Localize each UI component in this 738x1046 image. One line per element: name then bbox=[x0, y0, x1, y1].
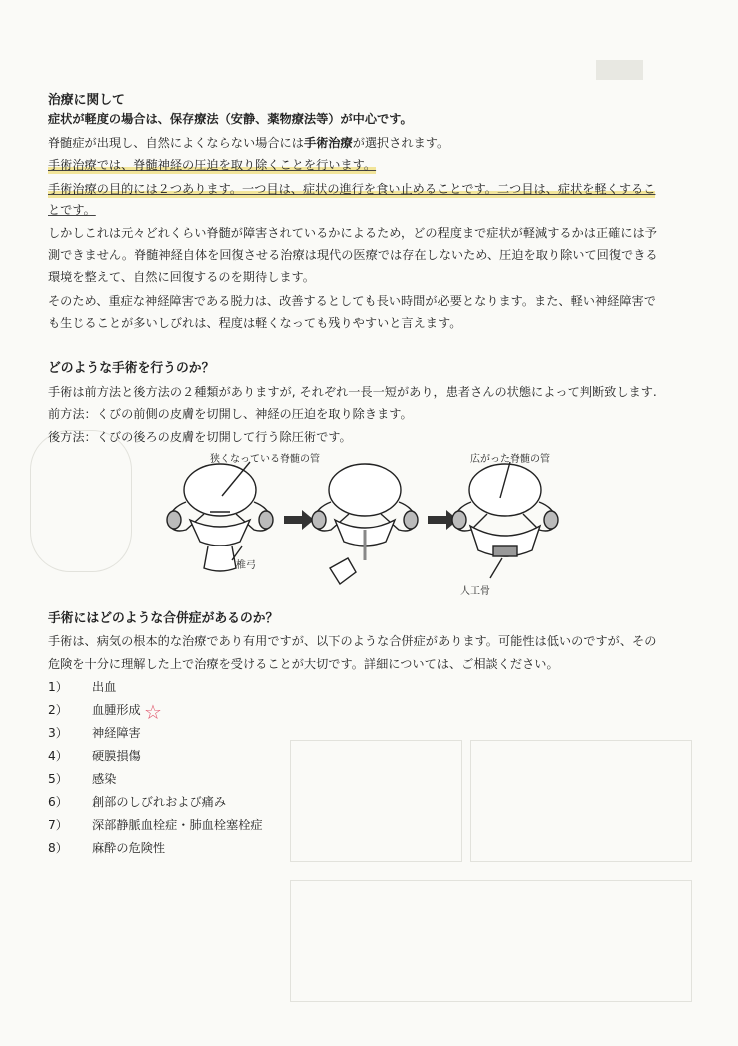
list-text: 深部静脈血栓症・肺血栓塞栓症 bbox=[92, 818, 263, 832]
list-text: 感染 bbox=[92, 772, 117, 786]
bleed-through-box bbox=[30, 430, 132, 572]
list-item bbox=[48, 816, 263, 839]
section-heading-surgery-type: どのような手術を行うのか？ bbox=[48, 361, 215, 376]
list-number: 5） bbox=[48, 772, 68, 786]
lead-sentence: 症状が軽度の場合は、保存療法（安静、薬物療法等）が中心です。 bbox=[48, 112, 413, 126]
paragraph-prognosis-line1: しかしこれは元々どれくらい脊髄が障害されているかによるため，どの程度まで症状が軽減するかは正確には予 bbox=[48, 226, 657, 240]
list-number: 8） bbox=[48, 841, 68, 855]
paragraph-posterior-approach: 後方法：くびの後ろの皮膚を切開して行う除圧術です。 bbox=[48, 430, 352, 444]
list-number: 4） bbox=[48, 749, 68, 763]
list-item bbox=[48, 678, 263, 701]
list-item bbox=[48, 770, 263, 793]
arrow-right-icon bbox=[284, 510, 314, 530]
paragraph-anterior-approach: 前方法：くびの前側の皮膚を切開し、神経の圧迫を取り除きます。 bbox=[48, 407, 413, 421]
label-lamina: 椎弓 bbox=[236, 560, 256, 571]
bleed-through-box bbox=[290, 880, 692, 1002]
list-text: 神経障害 bbox=[92, 726, 141, 740]
list-number: 1） bbox=[48, 680, 68, 694]
list-item bbox=[48, 724, 263, 747]
paragraph-complications-line1: 手術は、病気の根本的な治療であり有用ですが、以下のような合併症があります。可能性は低いのですが、その bbox=[48, 634, 657, 648]
paragraph-recovery-line2: も生じることが多いしびれは、程度は軽くなっても残りやすいと言えます。 bbox=[48, 316, 462, 330]
hand-drawn-star-icon: ☆ bbox=[144, 700, 162, 724]
bleed-through-box bbox=[290, 740, 462, 862]
paragraph-two-goals-line1: 手術治療の目的には２つあります。一つ目は、症状の進行を食い止めることです。二つ目は、症状を軽くするこ bbox=[48, 182, 656, 196]
paragraph-recovery-line1: そのため、重症な神経障害である脱力は、改善するとしても長い時間が必要となります。また、軽い神経障害で bbox=[48, 294, 656, 308]
label-narrowed-canal: 狭くなっている脊髄の管 bbox=[210, 454, 320, 465]
list-number: 6） bbox=[48, 795, 68, 809]
vertebra-before bbox=[167, 464, 273, 571]
list-number: 3） bbox=[48, 726, 68, 740]
section-heading-complications: 手術にはどのような合併症があるのか？ bbox=[48, 611, 279, 626]
text-emphasis: 手術治療 bbox=[303, 136, 353, 150]
bleed-through-box bbox=[470, 740, 692, 862]
list-text: 麻酔の危険性 bbox=[92, 841, 166, 855]
laminoplasty-diagram bbox=[150, 450, 570, 600]
text-run: が選択されます。 bbox=[352, 136, 450, 150]
section-heading-treatment: 治療に関して bbox=[48, 93, 125, 108]
paragraph-prognosis-line3: 環境を整えて、自然に回復するのを期待します。 bbox=[48, 270, 315, 284]
list-text: 出血 bbox=[92, 680, 117, 694]
vertebra-during bbox=[312, 464, 418, 584]
paragraph-surgery-aim: 手術治療では、脊髄神経の圧迫を取り除くことを行います。 bbox=[48, 158, 377, 172]
paragraph-two-approaches: 手術は前方法と後方法の２種類がありますが, それぞれ一長一短があり，患者さんの状態によって判断致します. bbox=[48, 385, 657, 399]
laminoplasty-svg bbox=[150, 450, 570, 600]
list-item bbox=[48, 747, 263, 770]
text-run: 脊髄症が出現し、自然によくならない場合には bbox=[48, 136, 304, 150]
paragraph-complications-line2: 危険を十分に理解した上で治療を受けることが大切です。詳細については、ご相談ください。 bbox=[48, 657, 559, 671]
list-text: 血腫形成 bbox=[92, 703, 141, 717]
label-artificial-bone: 人工骨 bbox=[460, 586, 490, 597]
paragraph-two-goals-line2: とです。 bbox=[48, 203, 96, 217]
list-text: 硬膜損傷 bbox=[92, 749, 141, 763]
paragraph-surgery-choice bbox=[48, 134, 449, 152]
list-number: 7） bbox=[48, 818, 68, 832]
list-number: 2） bbox=[48, 703, 68, 717]
paragraph-prognosis-line2: 測できません。脊髄神経自体を回復させる治療は現代の医療では存在しないため、圧迫を取り除いて回復できる bbox=[48, 248, 658, 262]
bleed-through-tab bbox=[596, 60, 643, 80]
list-item bbox=[48, 839, 263, 862]
label-widened-canal: 広がった脊髄の管 bbox=[470, 454, 550, 465]
list-item bbox=[48, 793, 263, 816]
list-text: 創部のしびれおよび痛み bbox=[92, 795, 227, 809]
